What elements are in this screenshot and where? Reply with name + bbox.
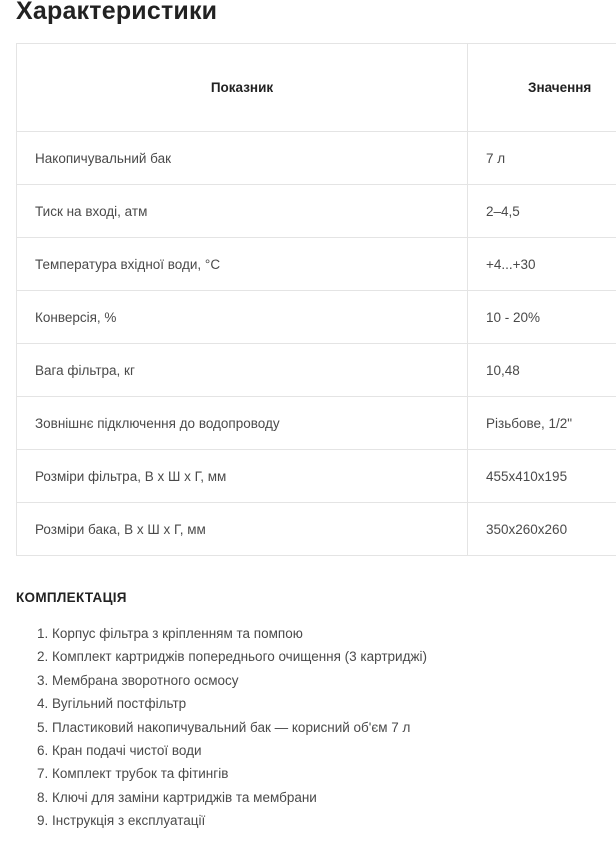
list-item: 7. Комплект трубок та фітингів: [37, 766, 229, 782]
spec-value: 350x260x260: [468, 503, 616, 556]
spec-value: 2–4,5: [468, 185, 616, 238]
list-item: 8. Ключі для заміни картриджів та мембрани: [37, 789, 317, 805]
table-row: [17, 291, 616, 344]
spec-label: Зовнішнє підключення до водопроводу: [17, 397, 468, 450]
list-item: 1. Корпус фільтра з кріпленням та помпою: [37, 626, 303, 641]
column-header-value: Значення: [468, 44, 616, 132]
kit-heading: КОМПЛЕКТАЦІЯ: [16, 590, 127, 605]
specs-table: [16, 43, 616, 556]
list-item: 2. Комплект картриджів попереднього очищення (3 картриджі): [37, 649, 427, 665]
list-item: 6. Кран подачі чистої води: [37, 742, 202, 758]
page-title: Характеристики: [16, 0, 218, 25]
list-item: 5. Пластиковий накопичувальний бак — корисний об'єм 7 л: [37, 719, 411, 735]
spec-label: Конверсія, %: [17, 291, 468, 344]
table-row: [17, 132, 616, 185]
spec-value: 7 л: [468, 132, 616, 185]
kit-list: [37, 622, 427, 833]
table-row: [17, 450, 616, 503]
list-item: 3. Мембрана зворотного осмосу: [37, 672, 239, 688]
spec-value: 10,48: [468, 344, 616, 397]
spec-label: Температура вхідної води, °C: [17, 238, 468, 291]
spec-label: Вага фільтра, кг: [17, 344, 468, 397]
spec-value: +4...+30: [468, 238, 616, 291]
column-header-indicator: Показник: [17, 44, 468, 132]
table-row: [17, 397, 616, 450]
table-row: [17, 238, 616, 291]
spec-label: Розміри фільтра, В х Ш х Г, мм: [17, 450, 468, 503]
table-row: [17, 503, 616, 556]
spec-label: Тиск на вході, атм: [17, 185, 468, 238]
table-row: [17, 185, 616, 238]
spec-label: Розміри бака, В х Ш х Г, мм: [17, 503, 468, 556]
list-item: 4. Вугільний постфільтр: [37, 696, 187, 712]
spec-label: Накопичувальний бак: [17, 132, 468, 185]
spec-value: 455x410x195: [468, 450, 616, 503]
spec-value: 10 - 20%: [468, 291, 616, 344]
list-item: 9. Інструкція з експлуатації: [37, 813, 206, 829]
spec-value: Різьбове, 1/2": [468, 397, 616, 450]
table-row: [17, 344, 616, 397]
table-header-row: [17, 44, 616, 132]
